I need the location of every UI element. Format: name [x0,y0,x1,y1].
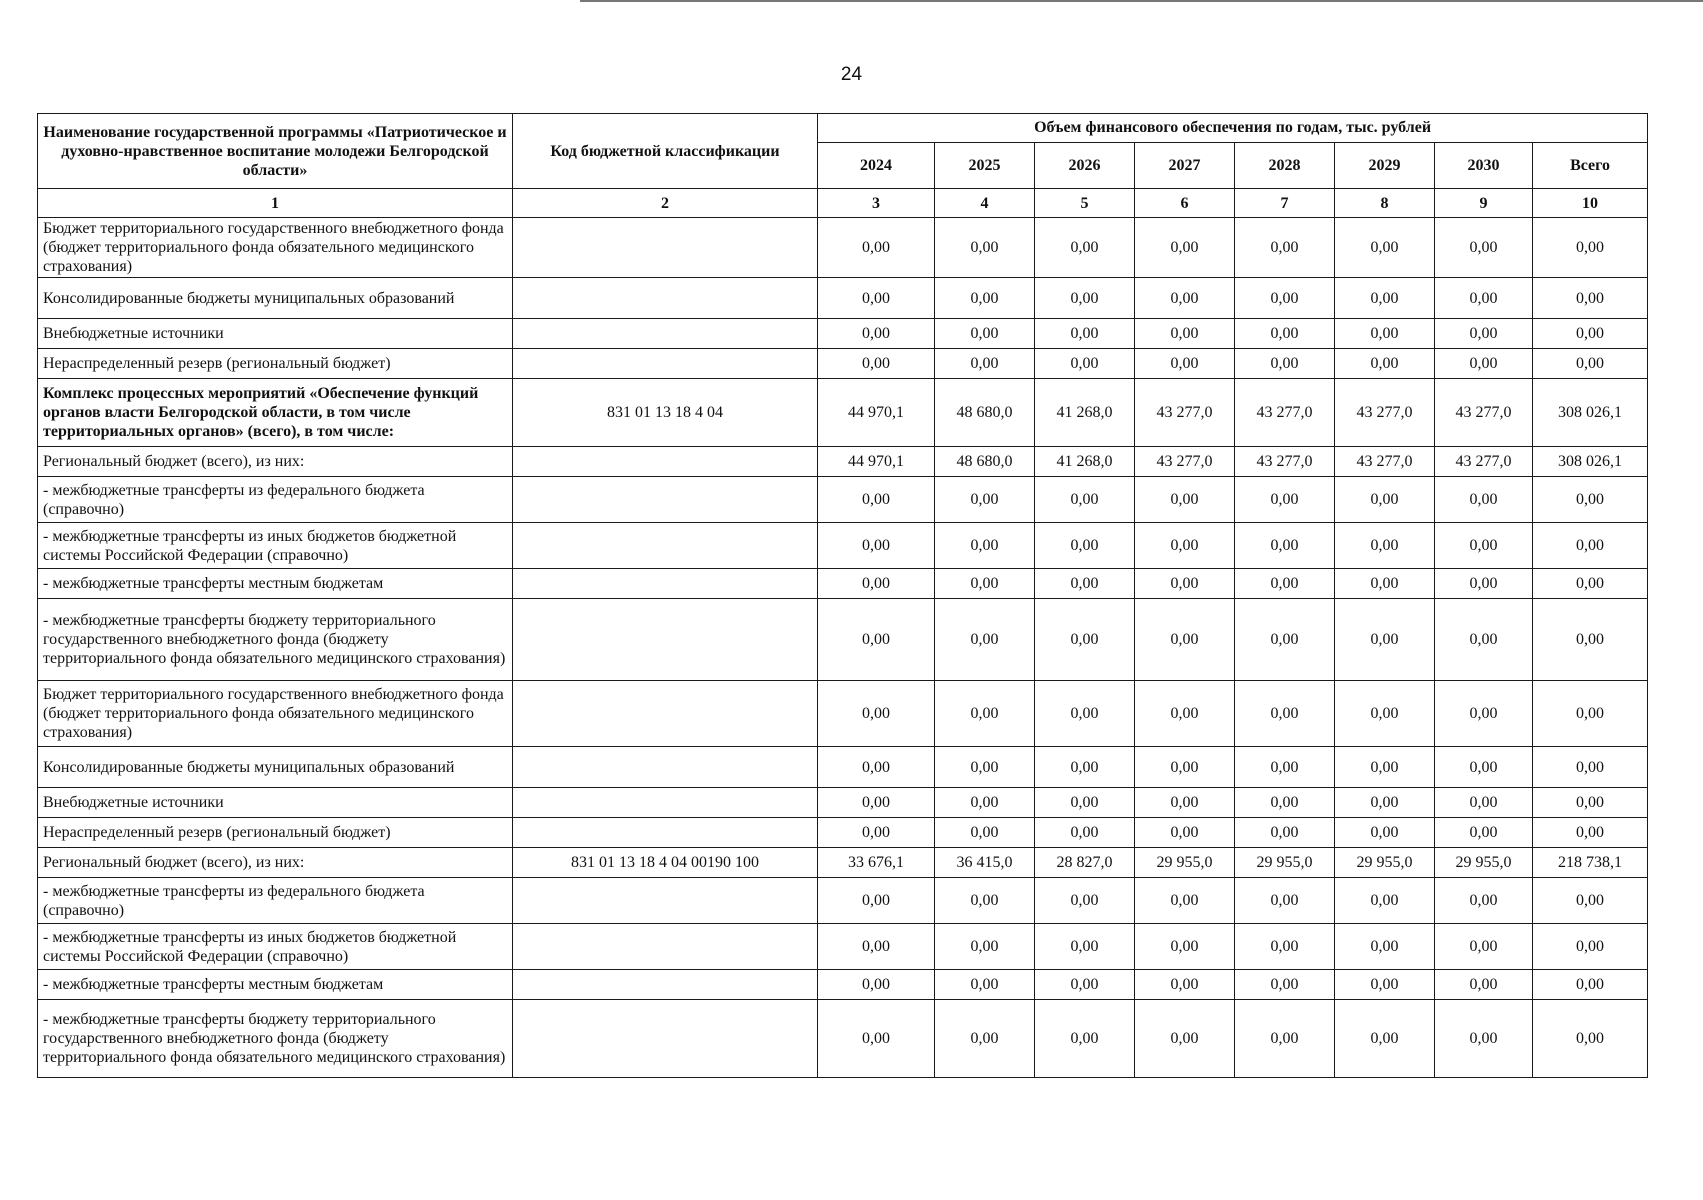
row-year-value: 0,00 [935,523,1035,569]
row-year-value: 0,00 [818,523,935,569]
table-row [38,970,1648,1000]
row-total-value: 0,00 [1533,924,1648,970]
row-year-value: 0,00 [1135,477,1235,523]
row-year-value: 0,00 [1235,747,1335,788]
row-year-value: 0,00 [1435,924,1533,970]
row-year-value: 0,00 [818,569,935,599]
row-year-value: 0,00 [1435,1000,1533,1078]
row-year-value: 0,00 [1135,970,1235,1000]
table-row [38,379,1648,447]
row-year-value: 0,00 [935,681,1035,747]
row-year-value: 43 277,0 [1235,379,1335,447]
row-year-value: 0,00 [1335,747,1435,788]
row-year-value: 0,00 [1435,818,1533,848]
row-year-value: 0,00 [935,788,1035,818]
row-budget-code [513,349,818,379]
row-year-value: 0,00 [935,349,1035,379]
row-total-value: 0,00 [1533,477,1648,523]
row-budget-code [513,447,818,477]
row-year-value: 0,00 [1235,599,1335,681]
row-year-value: 43 277,0 [1435,379,1533,447]
header-column-number: 5 [1035,189,1135,218]
row-budget-code [513,681,818,747]
row-year-value: 0,00 [935,878,1035,924]
row-total-value: 0,00 [1533,349,1648,379]
header-budget-code: Код бюджетной классификации [513,114,818,189]
row-name: - межбюджетные трансферты местным бюджетам [38,569,513,599]
row-total-value: 0,00 [1533,747,1648,788]
table-row [38,349,1648,379]
row-year-value: 0,00 [818,788,935,818]
row-total-value: 0,00 [1533,319,1648,349]
row-year-value: 0,00 [1235,349,1335,379]
page-number: 24 [840,64,863,85]
row-name: Консолидированные бюджеты муниципальных образований [38,747,513,788]
row-year-value: 0,00 [1035,681,1135,747]
row-year-value: 0,00 [935,319,1035,349]
row-year-value: 0,00 [1235,1000,1335,1078]
row-year-value: 0,00 [935,1000,1035,1078]
row-budget-code: 831 01 13 18 4 04 00190 100 [513,848,818,878]
header-column-number: 4 [935,189,1035,218]
row-total-value: 0,00 [1533,599,1648,681]
row-year-value: 0,00 [1435,569,1533,599]
row-year-value: 0,00 [1435,681,1533,747]
row-year-value: 0,00 [1035,569,1135,599]
row-year-value: 44 970,1 [818,447,935,477]
row-year-value: 0,00 [935,278,1035,319]
row-year-value: 0,00 [1435,319,1533,349]
row-year-value: 0,00 [1035,477,1135,523]
row-year-value: 0,00 [1235,278,1335,319]
row-year-value: 0,00 [1335,599,1435,681]
row-year-value: 0,00 [1435,477,1533,523]
row-name: Нераспределенный резерв (региональный бюджет) [38,349,513,379]
table-row [38,447,1648,477]
row-year-value: 0,00 [1235,788,1335,818]
row-year-value: 0,00 [1135,569,1235,599]
row-year-value: 0,00 [818,970,935,1000]
table-row [38,218,1648,278]
row-year-value: 0,00 [1335,970,1435,1000]
row-total-value: 0,00 [1533,788,1648,818]
row-year-value: 0,00 [1035,747,1135,788]
row-year-value: 0,00 [1335,349,1435,379]
header-year: 2026 [1035,142,1135,188]
row-year-value: 28 827,0 [1035,848,1135,878]
row-year-value: 0,00 [1135,818,1235,848]
financing-table [37,113,1648,1078]
row-total-value: 0,00 [1533,878,1648,924]
row-year-value: 0,00 [1035,349,1135,379]
table-row [38,878,1648,924]
row-year-value: 0,00 [1335,878,1435,924]
row-total-value: 0,00 [1533,218,1648,278]
row-year-value: 0,00 [818,924,935,970]
header-year: 2030 [1435,142,1533,188]
row-year-value: 0,00 [818,278,935,319]
row-year-value: 0,00 [935,218,1035,278]
row-total-value: 218 738,1 [1533,848,1648,878]
row-year-value: 0,00 [1335,1000,1435,1078]
row-year-value: 0,00 [935,924,1035,970]
row-year-value: 43 277,0 [1435,447,1533,477]
row-year-value: 0,00 [935,747,1035,788]
row-year-value: 0,00 [1235,569,1335,599]
row-year-value: 0,00 [1235,523,1335,569]
row-year-value: 43 277,0 [1135,447,1235,477]
row-budget-code [513,599,818,681]
row-year-value: 36 415,0 [935,848,1035,878]
row-total-value: 308 026,1 [1533,447,1648,477]
header-column-number: 3 [818,189,935,218]
row-year-value: 0,00 [1235,477,1335,523]
row-name: Консолидированные бюджеты муниципальных образований [38,278,513,319]
row-year-value: 0,00 [818,218,935,278]
row-year-value: 48 680,0 [935,379,1035,447]
header-row [38,114,1648,143]
row-budget-code [513,878,818,924]
row-year-value: 0,00 [1435,878,1533,924]
header-column-number: 7 [1235,189,1335,218]
row-total-value: 0,00 [1533,681,1648,747]
row-budget-code [513,218,818,278]
row-name: - межбюджетные трансферты из иных бюджетов бюджетной системы Российской Федерации (справочно) [38,924,513,970]
row-year-value: 0,00 [1435,523,1533,569]
row-year-value: 0,00 [935,599,1035,681]
row-name: Бюджет территориального государственного внебюджетного фонда (бюджет территориального фонда обязательного медицинского страхования) [38,218,513,278]
row-year-value: 33 676,1 [818,848,935,878]
row-year-value: 41 268,0 [1035,379,1135,447]
row-year-value: 0,00 [1035,1000,1135,1078]
table-row [38,1000,1648,1078]
header-year: 2024 [818,142,935,188]
row-year-value: 29 955,0 [1135,848,1235,878]
row-total-value: 308 026,1 [1533,379,1648,447]
row-year-value: 0,00 [1035,218,1135,278]
row-name: Комплекс процессных мероприятий «Обеспечение функций органов власти Белгородской области, в том числе территориальных органов» (всего), в том числе: [38,379,513,447]
row-budget-code [513,477,818,523]
row-year-value: 0,00 [1335,523,1435,569]
row-year-value: 0,00 [1135,747,1235,788]
row-name: - межбюджетные трансферты бюджету территориального государственного внебюджетного фонда (бюджету территориального фонда обязательного медицинского страхования) [38,599,513,681]
row-year-value: 0,00 [818,349,935,379]
row-name: - межбюджетные трансферты из иных бюджетов бюджетной системы Российской Федерации (справочно) [38,523,513,569]
row-year-value: 0,00 [1335,924,1435,970]
row-year-value: 0,00 [818,818,935,848]
row-budget-code [513,818,818,848]
row-budget-code [513,319,818,349]
row-year-value: 0,00 [1135,599,1235,681]
row-year-value: 29 955,0 [1235,848,1335,878]
row-year-value: 0,00 [818,747,935,788]
header-year: 2029 [1335,142,1435,188]
row-year-value: 0,00 [1335,218,1435,278]
row-budget-code [513,523,818,569]
header-year: 2025 [935,142,1035,188]
row-year-value: 0,00 [818,878,935,924]
row-name: - межбюджетные трансферты местным бюджетам [38,970,513,1000]
row-year-value: 0,00 [935,477,1035,523]
row-budget-code [513,569,818,599]
row-year-value: 0,00 [1235,681,1335,747]
row-year-value: 0,00 [1335,319,1435,349]
header-column-number: 1 [38,189,513,218]
header-funding-group: Объем финансового обеспечения по годам, тыс. рублей [818,114,1648,143]
table-row [38,818,1648,848]
row-year-value: 0,00 [935,569,1035,599]
row-name: Региональный бюджет (всего), из них: [38,447,513,477]
row-budget-code: 831 01 13 18 4 04 [513,379,818,447]
row-year-value: 0,00 [935,970,1035,1000]
row-year-value: 0,00 [818,681,935,747]
row-year-value: 0,00 [1135,319,1235,349]
row-year-value: 0,00 [1035,818,1135,848]
row-name: - межбюджетные трансферты из федерального бюджета (справочно) [38,477,513,523]
table-row [38,788,1648,818]
row-year-value: 0,00 [1135,349,1235,379]
row-year-value: 43 277,0 [1235,447,1335,477]
table-row [38,523,1648,569]
row-year-value: 0,00 [1435,218,1533,278]
row-year-value: 0,00 [1335,569,1435,599]
row-year-value: 0,00 [1135,924,1235,970]
row-name: - межбюджетные трансферты бюджету территориального государственного внебюджетного фонда (бюджету территориального фонда обязательного медицинского страхования) [38,1000,513,1078]
row-year-value: 0,00 [818,477,935,523]
table-row [38,848,1648,878]
row-year-value: 0,00 [1435,788,1533,818]
row-year-value: 0,00 [1035,523,1135,569]
row-year-value: 29 955,0 [1335,848,1435,878]
row-budget-code [513,970,818,1000]
top-edge-rule [580,0,1703,2]
row-year-value: 0,00 [1435,970,1533,1000]
row-year-value: 29 955,0 [1435,848,1533,878]
row-year-value: 0,00 [1135,523,1235,569]
row-year-value: 0,00 [1435,747,1533,788]
row-year-value: 0,00 [1335,477,1435,523]
row-year-value: 41 268,0 [1035,447,1135,477]
row-year-value: 0,00 [1335,788,1435,818]
row-total-value: 0,00 [1533,278,1648,319]
row-year-value: 43 277,0 [1335,447,1435,477]
row-year-value: 0,00 [1235,818,1335,848]
row-year-value: 0,00 [1135,788,1235,818]
row-year-value: 43 277,0 [1335,379,1435,447]
row-year-value: 0,00 [1035,319,1135,349]
row-budget-code [513,1000,818,1078]
row-year-value: 0,00 [1035,599,1135,681]
row-name: - межбюджетные трансферты из федерального бюджета (справочно) [38,878,513,924]
row-total-value: 0,00 [1533,569,1648,599]
row-year-value: 0,00 [1335,681,1435,747]
row-total-value: 0,00 [1533,1000,1648,1078]
header-program-name: Наименование государственной программы «Патриотическое и духовно-нравственное воспитание молодежи Белгородской области» [38,114,513,189]
row-year-value: 0,00 [1135,1000,1235,1078]
row-year-value: 0,00 [1035,970,1135,1000]
row-name: Бюджет территориального государственного внебюджетного фонда (бюджет территориального фонда обязательного медицинского страхования) [38,681,513,747]
header-column-number: 6 [1135,189,1235,218]
row-year-value: 0,00 [1035,924,1135,970]
table-row [38,569,1648,599]
row-year-value: 0,00 [1435,599,1533,681]
row-year-value: 0,00 [935,818,1035,848]
row-year-value: 43 277,0 [1135,379,1235,447]
row-name: Внебюджетные источники [38,319,513,349]
row-total-value: 0,00 [1533,818,1648,848]
row-year-value: 0,00 [1335,818,1435,848]
row-name: Региональный бюджет (всего), из них: [38,848,513,878]
row-name: Нераспределенный резерв (региональный бюджет) [38,818,513,848]
table-row [38,319,1648,349]
row-year-value: 0,00 [818,319,935,349]
row-year-value: 0,00 [1235,878,1335,924]
row-year-value: 0,00 [1135,681,1235,747]
table-row [38,681,1648,747]
row-year-value: 0,00 [1235,218,1335,278]
header-year: 2027 [1135,142,1235,188]
row-year-value: 0,00 [1035,878,1135,924]
row-budget-code [513,278,818,319]
header-year: Всего [1533,142,1648,188]
row-year-value: 0,00 [1135,878,1235,924]
row-year-value: 0,00 [1235,319,1335,349]
row-year-value: 0,00 [1035,788,1135,818]
row-total-value: 0,00 [1533,970,1648,1000]
table-row [38,924,1648,970]
row-year-value: 0,00 [818,599,935,681]
row-year-value: 0,00 [1135,218,1235,278]
table-row [38,278,1648,319]
row-budget-code [513,747,818,788]
header-column-number: 2 [513,189,818,218]
row-year-value: 0,00 [1435,278,1533,319]
header-column-number: 10 [1533,189,1648,218]
table-row [38,477,1648,523]
row-year-value: 0,00 [1335,278,1435,319]
row-year-value: 44 970,1 [818,379,935,447]
row-year-value: 48 680,0 [935,447,1035,477]
row-year-value: 0,00 [1235,970,1335,1000]
row-budget-code [513,924,818,970]
row-year-value: 0,00 [1035,278,1135,319]
row-budget-code [513,788,818,818]
row-year-value: 0,00 [1235,924,1335,970]
table-row [38,599,1648,681]
row-year-value: 0,00 [1135,278,1235,319]
header-column-number: 9 [1435,189,1533,218]
table-row [38,747,1648,788]
header-column-number: 8 [1335,189,1435,218]
row-year-value: 0,00 [1435,349,1533,379]
row-year-value: 0,00 [818,1000,935,1078]
header-year: 2028 [1235,142,1335,188]
row-name: Внебюджетные источники [38,788,513,818]
row-total-value: 0,00 [1533,523,1648,569]
column-number-row [38,189,1648,218]
